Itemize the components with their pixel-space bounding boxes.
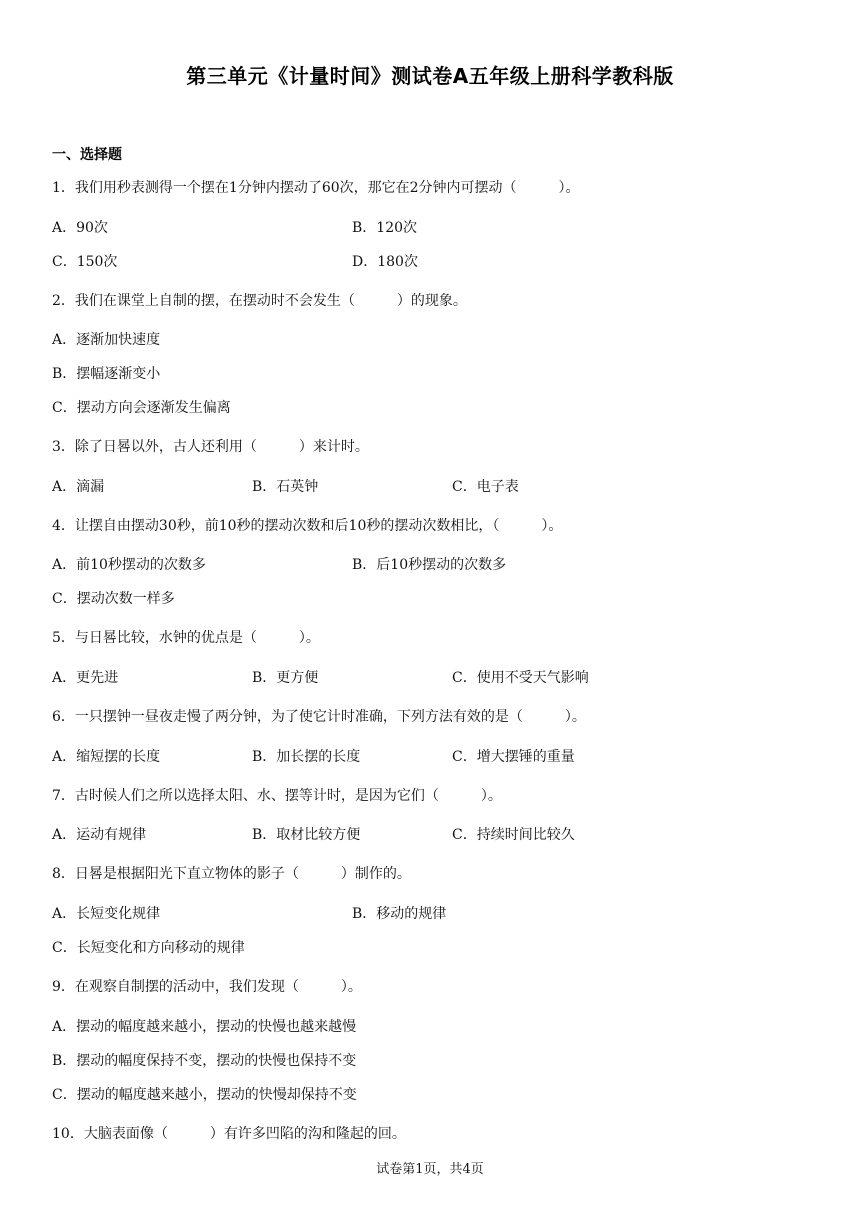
q2-option-c[interactable]: C．摆动方向会逐渐发生偏离 [52, 400, 231, 416]
q3-option-b[interactable]: B．石英钟 [252, 479, 319, 495]
q5-option-b[interactable]: B．更方便 [252, 670, 319, 686]
q2-option-a[interactable]: A．逐渐加快速度 [52, 332, 161, 348]
q6-option-a[interactable]: A．缩短摆的长度 [52, 749, 161, 765]
page-footer: 试卷第1页，共4页 [376, 1162, 484, 1177]
q7-option-c[interactable]: C．持续时间比较久 [452, 827, 575, 843]
q1-option-d[interactable]: D．180次 [352, 254, 418, 270]
q1-option-c[interactable]: C．150次 [52, 254, 118, 270]
q6-option-c[interactable]: C．增大摆锤的重量 [452, 749, 575, 765]
question-10: 10．大脑表面像（ ）有许多凹陷的沟和隆起的回。 [52, 1126, 406, 1142]
q5-option-c[interactable]: C．使用不受天气影响 [452, 670, 589, 686]
q9-option-b[interactable]: B．摆动的幅度保持不变，摆动的快慢也保持不变 [52, 1053, 357, 1069]
q7-option-a[interactable]: A．运动有规律 [52, 827, 147, 843]
question-5: 5．与日晷比较，水钟的优点是（ ）。 [52, 630, 320, 646]
q8-option-c[interactable]: C．长短变化和方向移动的规律 [52, 940, 245, 956]
section-heading: 一、选择题 [52, 147, 122, 163]
q4-option-b[interactable]: B．后10秒摆动的次数多 [352, 557, 507, 573]
question-4: 4．让摆自由摆动30秒，前10秒的摆动次数和后10秒的摆动次数相比，（ ）。 [52, 518, 563, 534]
question-3: 3．除了日晷以外，古人还利用（ ）来计时。 [52, 439, 369, 455]
question-7: 7．古时候人们之所以选择太阳、水、摆等计时，是因为它们（ ）。 [52, 788, 502, 804]
question-2: 2．我们在课堂上自制的摆，在摆动时不会发生（ ）的现象。 [52, 293, 467, 309]
q4-option-c[interactable]: C．摆动次数一样多 [52, 591, 175, 607]
question-8: 8．日晷是根据阳光下直立物体的影子（ ）制作的。 [52, 866, 411, 882]
q9-option-c[interactable]: C．摆动的幅度越来越小，摆动的快慢却保持不变 [52, 1087, 357, 1103]
q2-option-b[interactable]: B．摆幅逐渐变小 [52, 366, 161, 382]
q1-option-a[interactable]: A．90次 [52, 220, 108, 236]
q1-option-b[interactable]: B．120次 [352, 220, 418, 236]
q4-option-a[interactable]: A．前10秒摆动的次数多 [52, 557, 206, 573]
question-6: 6．一只摆钟一昼夜走慢了两分钟，为了使它计时准确，下列方法有效的是（ ）。 [52, 709, 586, 725]
page-title: 第三单元《计量时间》测试卷A五年级上册科学教科版 [186, 64, 674, 88]
q3-option-c[interactable]: C．电子表 [452, 479, 519, 495]
question-9: 9．在观察自制摆的活动中，我们发现（ ）。 [52, 979, 362, 995]
q8-option-a[interactable]: A．长短变化规律 [52, 906, 161, 922]
question-1: 1．我们用秒表测得一个摆在1分钟内摆动了60次，那它在2分钟内可摆动（ ）。 [52, 180, 580, 196]
q5-option-a[interactable]: A．更先进 [52, 670, 119, 686]
q6-option-b[interactable]: B．加长摆的长度 [252, 749, 361, 765]
q3-option-a[interactable]: A．滴漏 [52, 479, 105, 495]
q8-option-b[interactable]: B．移动的规律 [352, 906, 447, 922]
q9-option-a[interactable]: A．摆动的幅度越来越小，摆动的快慢也越来越慢 [52, 1019, 357, 1035]
q7-option-b[interactable]: B．取材比较方便 [252, 827, 361, 843]
